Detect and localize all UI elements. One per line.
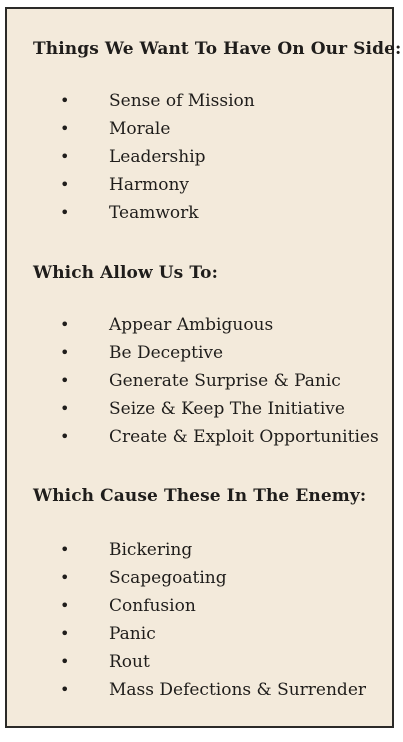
content-card	[5, 7, 402, 728]
list-item	[7, 315, 396, 341]
list-item	[7, 399, 396, 425]
list-item	[7, 540, 396, 566]
list-item	[7, 119, 396, 145]
bullet-icon: •	[60, 315, 70, 334]
list-item	[7, 175, 396, 201]
list-item	[7, 203, 396, 229]
list-item	[7, 680, 396, 706]
bullet-icon: •	[60, 371, 70, 390]
bullet-icon: •	[60, 540, 70, 559]
list-item	[7, 91, 396, 117]
bullet-icon: •	[60, 652, 70, 671]
section-heading-allow-us: Which Allow Us To:	[33, 263, 218, 283]
list-item	[7, 652, 396, 678]
bullet-icon: •	[60, 147, 70, 166]
bullet-icon: •	[60, 175, 70, 194]
list-item-label: Generate Surprise & Panic	[109, 371, 341, 391]
section-heading-our-side: Things We Want To Have On Our Side:	[33, 39, 402, 59]
list-item-label: Sense of Mission	[109, 91, 255, 111]
list-item	[7, 371, 396, 397]
list-item-label: Seize & Keep The Initiative	[109, 399, 345, 419]
bullet-icon: •	[60, 427, 70, 446]
bullet-icon: •	[60, 119, 70, 138]
list-item-label: Rout	[109, 652, 150, 672]
bullet-icon: •	[60, 343, 70, 362]
bullet-icon: •	[60, 203, 70, 222]
section-heading-enemy: Which Cause These In The Enemy:	[33, 486, 367, 506]
bullet-icon: •	[60, 680, 70, 699]
list-item	[7, 343, 396, 369]
list-item-label: Harmony	[109, 175, 189, 195]
list-item	[7, 427, 396, 453]
list-item-label: Leadership	[109, 147, 206, 167]
bullet-icon: •	[60, 399, 70, 418]
list-item	[7, 624, 396, 650]
list-item-label: Panic	[109, 624, 156, 644]
list-item-label: Morale	[109, 119, 171, 139]
list-item	[7, 568, 396, 594]
list-item-label: Mass Defections & Surrender	[109, 680, 367, 700]
list-item	[7, 147, 396, 173]
list-item-label: Confusion	[109, 596, 196, 616]
bullet-icon: •	[60, 91, 70, 110]
list-item-label: Be Deceptive	[109, 343, 224, 363]
list-item-label: Teamwork	[109, 203, 199, 223]
list-item-label: Scapegoating	[109, 568, 227, 588]
bullet-icon: •	[60, 568, 70, 587]
bullet-icon: •	[60, 624, 70, 643]
list-item	[7, 596, 396, 622]
list-item-label: Appear Ambiguous	[109, 315, 274, 335]
list-item-label: Bickering	[109, 540, 193, 560]
bullet-icon: •	[60, 596, 70, 615]
list-item-label: Create & Exploit Opportunities	[109, 427, 379, 447]
